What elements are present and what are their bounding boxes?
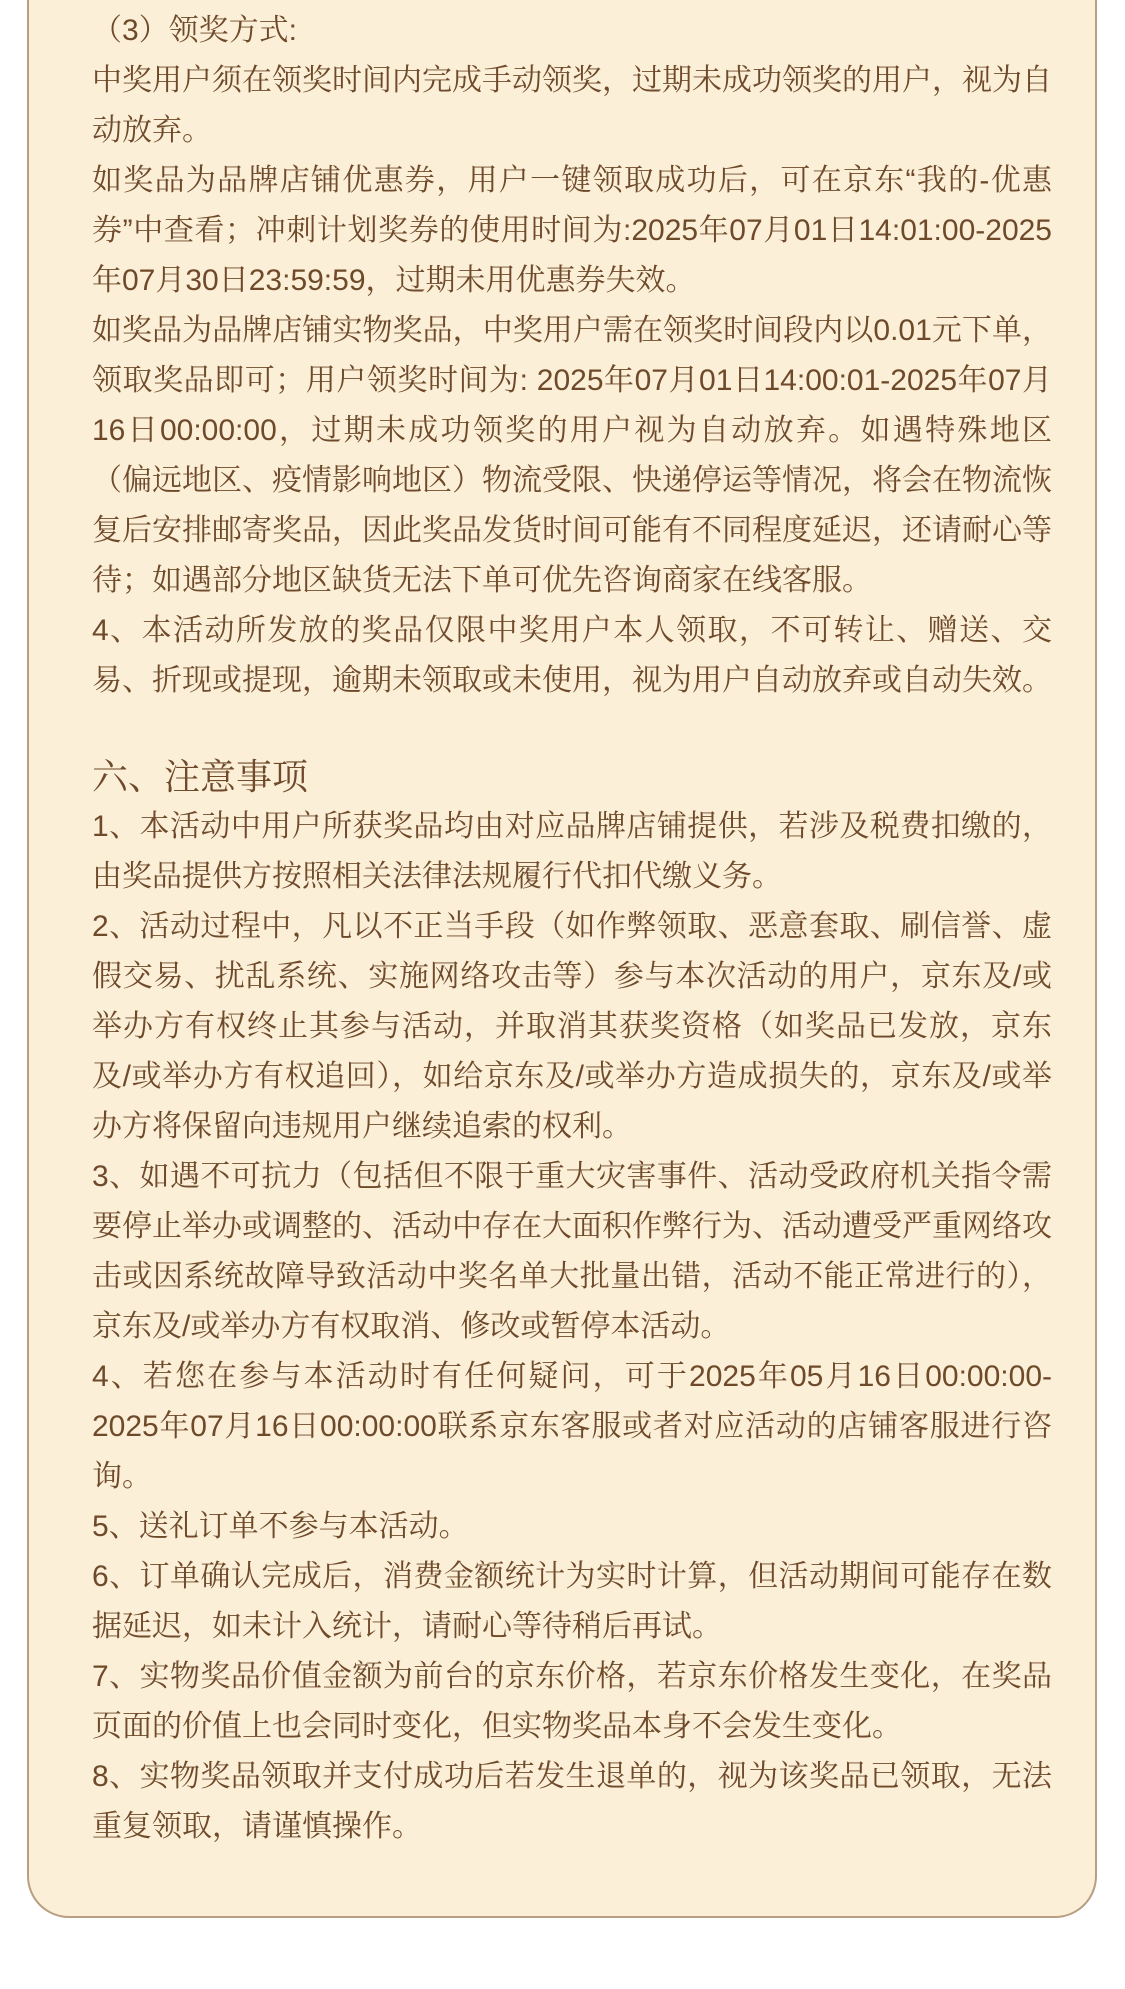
rule-paragraph: 4、本活动所发放的奖品仅限中奖用户本人领取，不可转让、赠送、交易、折现或提现，逾期未领取或未使用，视为用户自动放弃或自动失效。: [92, 614, 1052, 697]
notice-item: 6、订单确认完成后，消费金额统计为实时计算，但活动期间可能存在数据延迟，如未计入统计，请耐心等待稍后再试。: [92, 1560, 1052, 1643]
notice-item: 4、若您在参与本活动时有任何疑问，可于2025年05月16日00:00:00-2025年07月16日00:00:00联系京东客服或者对应活动的店铺客服进行咨询。: [92, 1360, 1052, 1493]
notice-item: 7、实物奖品价值金额为前台的京东价格，若京东价格发生变化，在奖品页面的价值上也会同时变化，但实物奖品本身不会发生变化。: [92, 1660, 1052, 1743]
section-spacer: [92, 706, 1052, 752]
rule-paragraph: 如奖品为品牌店铺实物奖品，中奖用户需在领奖时间段内以0.01元下单，领取奖品即可；用户领奖时间为: 2025年07月01日14:00:01-2025年07月16日00:00:00，过期未成功领奖的用户视为自动放弃。如遇特殊地区（偏远地区、疫情影响地区）物流受限、快递停运等情况，将会在物流恢复后安排邮寄奖品，因此奖品发货时间可能有不同程度延迟，还请耐心等待；如遇部分地区缺货无法下单可优先咨询商家在线客服。: [92, 314, 1052, 597]
notice-item: 5、送礼订单不参与本活动。: [92, 1510, 469, 1543]
section-title-notes: 六、注意事项: [92, 756, 309, 797]
notice-item: 8、实物奖品领取并支付成功后若发生退单的，视为该奖品已领取，无法重复领取，请谨慎操作。: [92, 1760, 1052, 1843]
notice-item: 2、活动过程中，凡以不正当手段（如作弊领取、恶意套取、刷信誉、虚假交易、扰乱系统、实施网络攻击等）参与本次活动的用户，京东及/或举办方有权终止其参与活动，并取消其获奖资格（如奖品已发放，京东及/或举办方有权追回），如给京东及/或举办方造成损失的，京东及/或举办方将保留向违规用户继续追索的权利。: [92, 910, 1052, 1143]
rule-paragraph: 中奖用户须在领奖时间内完成手动领奖，过期未成功领奖的用户，视为自动放弃。: [92, 64, 1052, 147]
notice-item: 3、如遇不可抗力（包括但不限于重大灾害事件、活动受政府机关指令需要停止举办或调整的、活动中存在大面积作弊行为、活动遭受严重网络攻击或因系统故障导致活动中奖名单大批量出错，活动不能正常进行的），京东及/或举办方有权取消、修改或暂停本活动。: [92, 1160, 1052, 1343]
rule-paragraph: 如奖品为品牌店铺优惠券，用户一键领取成功后，可在京东“我的-优惠券”中查看；冲刺计划奖券的使用时间为:2025年07月01日14:01:00-2025年07月30日23:59:59，过期未用优惠券失效。: [92, 164, 1052, 297]
notice-item: 1、本活动中用户所获奖品均由对应品牌店铺提供，若涉及税费扣缴的，由奖品提供方按照相关法律法规履行代扣代缴义务。: [92, 810, 1052, 893]
rules-content: [92, 6, 1052, 1852]
sub-section-title-claim-method: （3）领奖方式:: [92, 14, 298, 47]
